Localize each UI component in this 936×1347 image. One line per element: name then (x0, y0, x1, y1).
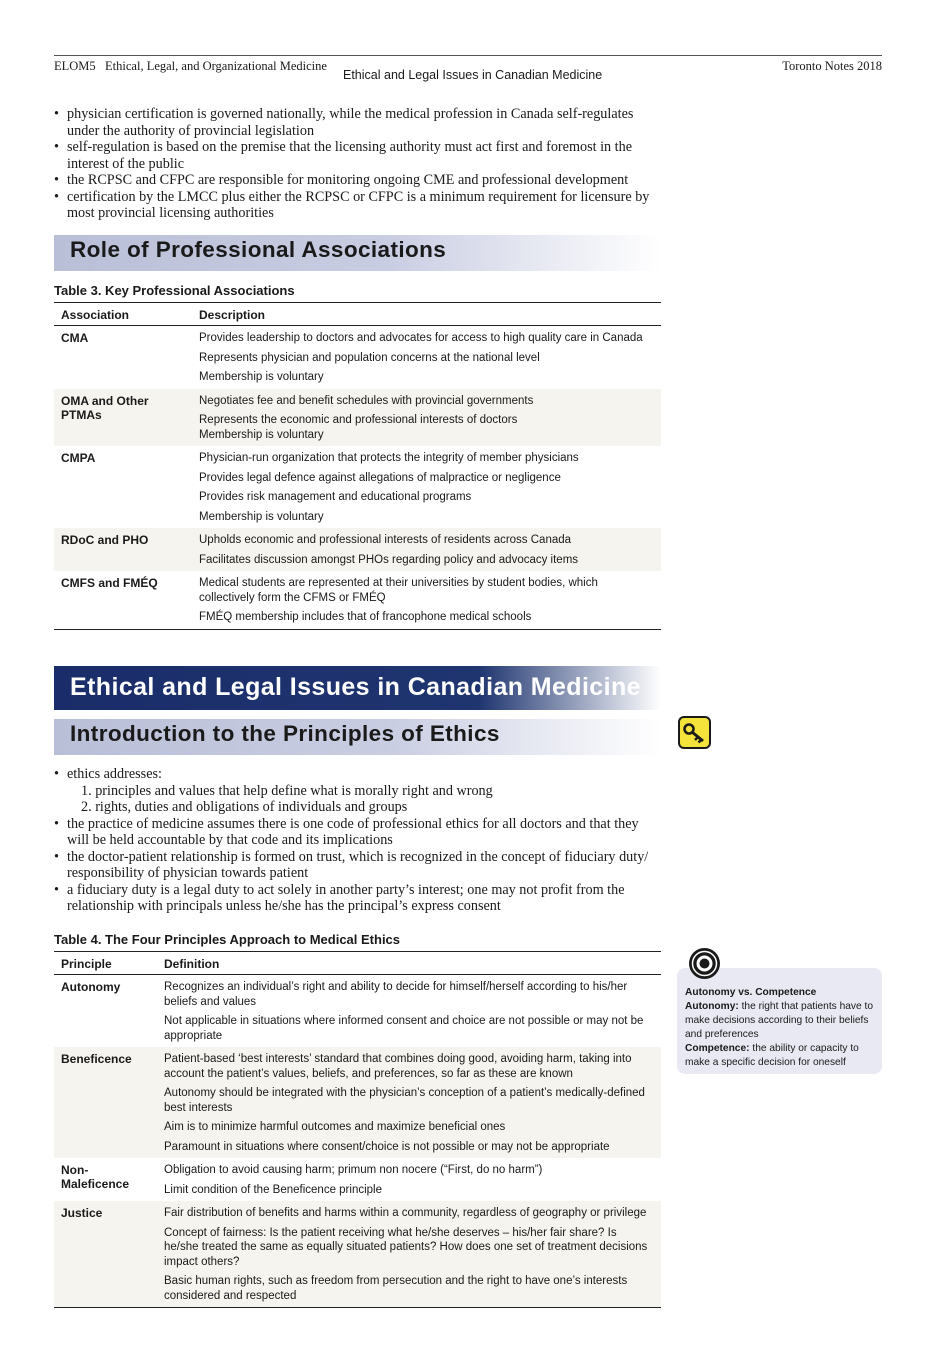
row-key: Non-Maleficence (61, 1163, 130, 1191)
list-item: • self-regulation is based on the premise that the licensing authority must act first and foremost in the interest of the public (54, 139, 664, 172)
section-heading-bar (54, 719, 661, 755)
description-line: Fair distribution of benefits and harms within a community, regardless of geography or privilege (164, 1207, 647, 1219)
sidebar-definition: the right that patients have to make decisions according to their beliefs and preferences (685, 1001, 873, 1040)
header-rule (54, 55, 882, 56)
row-description (157, 1158, 661, 1201)
target-icon (688, 947, 721, 980)
row-key: CMA (61, 331, 89, 345)
sidebar-term: Autonomy: (685, 1001, 739, 1012)
sidebar-definition: the ability or capacity to make a specific decision for oneself (685, 1043, 859, 1068)
sidebar-title: Autonomy vs. Competence (685, 987, 817, 998)
chapter-heading-bar (54, 666, 661, 710)
table-row (54, 1158, 661, 1201)
description-line: Obligation to avoid causing harm; primum non nocere (“First, do no harm”) (164, 1164, 543, 1176)
table-row (54, 1201, 661, 1308)
intro-bullet-list (54, 106, 664, 222)
description-line: Membership is voluntary (199, 371, 324, 383)
row-key: RDoC and PHO (54, 528, 192, 571)
row-description (157, 1201, 661, 1308)
row-description (192, 389, 661, 447)
table-caption: Table 4. The Four Principles Approach to Medical Ethics (54, 932, 401, 947)
description-line: Provides risk management and educational programs (199, 491, 472, 503)
table-row (54, 326, 661, 389)
sidebar-note (677, 968, 882, 1074)
description-line: Medical students are represented at their universities by student bodies, which collectively form the CFMS or FMÉQ (199, 577, 598, 604)
section-heading-bar (54, 235, 661, 271)
row-description (157, 1047, 661, 1158)
description-line: Represents the economic and professional interests of doctors Membership is voluntary (199, 414, 518, 441)
column-header: Association (54, 303, 192, 326)
sidebar-term: Competence: (685, 1043, 750, 1054)
row-description (192, 326, 661, 389)
description-line: FMÉQ membership includes that of francophone medical schools (199, 611, 532, 623)
row-key: Autonomy (61, 980, 121, 994)
list-item: • physician certification is governed nationally, while the medical profession in Canada self-regulates under the authority of provincial legislation (54, 106, 664, 139)
row-description (192, 446, 661, 528)
row-key: CMFS and FMÉQ (54, 571, 192, 629)
list-item: • the practice of medicine assumes there is one code of professional ethics for all doctors and that they will be held accountable by that code and its implications (54, 816, 664, 849)
description-line: Paramount in situations where consent/choice is not possible or may not be appropriate (164, 1140, 610, 1153)
table-caption: Table 3. Key Professional Associations (54, 283, 295, 298)
professional-associations-table (54, 302, 661, 630)
column-header: Description (192, 303, 661, 326)
description-line: Facilitates discussion amongst PHOs regarding policy and advocacy items (199, 553, 579, 566)
description-line: Membership is voluntary (199, 510, 324, 523)
running-header-right: Toronto Notes 2018 (782, 59, 882, 73)
description-line: Not applicable in situations where informed consent and choice are not possible or may not be appropriate (164, 1015, 644, 1042)
description-line: Provides leadership to doctors and advocates for access to high quality care in Canada (199, 332, 643, 344)
list-item: • the doctor-patient relationship is formed on trust, which is recognized in the concept of fiduciary duty/ responsibility of physician towards patient (54, 849, 664, 882)
table-row (54, 571, 661, 629)
ethics-bullet-list (54, 766, 664, 915)
table-row (54, 975, 661, 1048)
description-line: Negotiates fee and benefit schedules with provincial governments (199, 394, 534, 407)
description-line: Provides legal defence against allegations of malpractice or negligence (199, 471, 561, 484)
running-header-left: ELOM5 Ethical, Legal, and Organizational Medicine (54, 59, 327, 73)
row-description (192, 528, 661, 571)
list-item: • a fiduciary duty is a legal duty to act solely in another party’s interest; one may not profit from the relationship with principals unless he/she has the principal’s express consent (54, 882, 664, 915)
sidebar-autonomy (685, 1000, 875, 1042)
row-key: CMPA (61, 451, 96, 465)
description-line: Patient-based ‘best interests’ standard that combines doing good, avoiding harm, taking into account the patient’s values, beliefs, and preferences, so far as these are known (164, 1053, 632, 1080)
description-line: Recognizes an individual’s right and ability to decide for himself/herself according to his/her beliefs and values (164, 981, 628, 1008)
description-line: Basic human rights, such as freedom from persecution and the right to have one’s interests considered and respected (164, 1275, 628, 1302)
description-line: Represents physician and population concerns at the national level (199, 351, 540, 364)
list-item: • the RCPSC and CFPC are responsible for monitoring ongoing CME and professional development (54, 172, 664, 189)
section-heading: Role of Professional Associations (70, 237, 447, 262)
key-icon (678, 716, 711, 749)
row-key: Beneficence (54, 1047, 157, 1158)
list-item: • certification by the LMCC plus either the RCPSC or CFPC is a minimum requirement for licensure by most provincial licensing authorities (54, 189, 664, 222)
list-item: 2. rights, duties and obligations of individuals and groups (81, 799, 408, 815)
table-row (54, 446, 661, 528)
column-header: Principle (54, 952, 157, 975)
description-line: Limit condition of the Beneficence principle (164, 1183, 382, 1196)
section-heading: Introduction to the Principles of Ethics (70, 721, 500, 746)
table-row (54, 528, 661, 571)
four-principles-table (54, 951, 661, 1308)
table-row (54, 389, 661, 447)
running-header-center: Ethical and Legal Issues in Canadian Medicine (343, 68, 603, 82)
sidebar-competence (685, 1042, 875, 1070)
row-description (157, 975, 661, 1048)
chapter-heading: Ethical and Legal Issues in Canadian Medicine (70, 673, 641, 701)
row-key: OMA and Other PTMAs (54, 389, 192, 447)
table-row (54, 1047, 661, 1158)
description-line: Concept of fairness: Is the patient receiving what he/she deserves – his/her fair share? Is he/she treated the same as equally situated patients? How does one set of treatment decisions impact others? (164, 1226, 648, 1268)
description-line: Autonomy should be integrated with the physician’s conception of a patient’s medically-defined best interests (164, 1087, 645, 1114)
row-description (192, 571, 661, 629)
list-item: 1. principles and values that help define what is morally right and wrong (81, 782, 493, 799)
list-item: • ethics addresses: (54, 766, 664, 783)
description-line: Upholds economic and professional interests of residents across Canada (199, 534, 572, 546)
row-key: Justice (54, 1201, 157, 1308)
description-line: Physician-run organization that protects the integrity of member physicians (199, 452, 579, 464)
column-header: Definition (157, 952, 661, 975)
description-line: Aim is to minimize harmful outcomes and maximize beneficial ones (164, 1121, 506, 1133)
